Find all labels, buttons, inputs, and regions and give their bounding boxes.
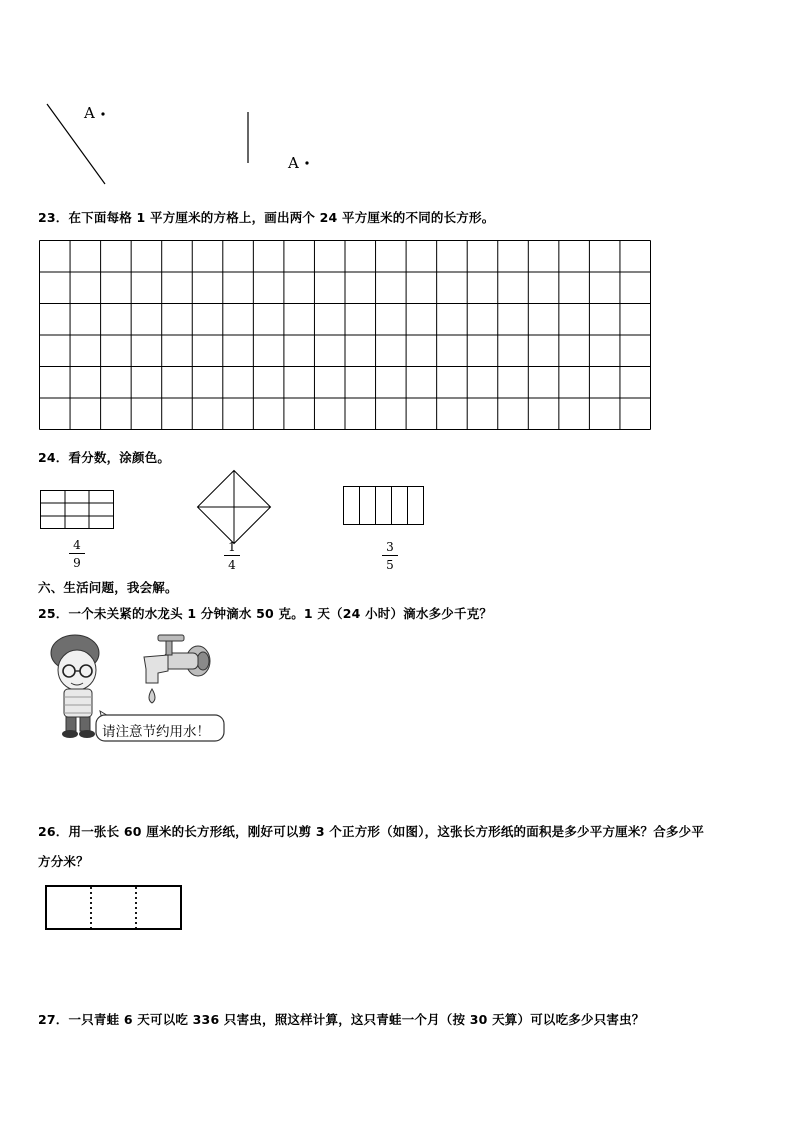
numerator: 1	[228, 540, 236, 554]
paper-rectangle-3-squares	[45, 885, 183, 931]
slanted-line	[47, 104, 105, 184]
line-figure-1	[0, 0, 794, 200]
point-a-dot-2	[305, 161, 308, 164]
point-a-label-2: A	[288, 154, 299, 172]
rectangle-9-parts[interactable]	[40, 490, 114, 530]
fraction-4-9	[62, 538, 92, 570]
question-26-line-2: 方分米？	[38, 854, 89, 869]
fraction-3-5	[375, 540, 405, 572]
numerator: 4	[73, 538, 81, 552]
fraction-1-4	[217, 540, 247, 572]
diamond-4-parts[interactable]	[197, 470, 271, 544]
boy-icon	[51, 635, 99, 738]
question-24: 24．看分数，涂颜色。	[38, 450, 171, 465]
denominator: 5	[386, 558, 394, 572]
denominator: 9	[73, 556, 81, 570]
question-25: 25．一个未关紧的水龙头 1 分钟滴水 50 克。1 天（24 小时）滴水多少千克？	[38, 606, 493, 621]
numerator: 3	[386, 540, 394, 554]
point-a-label-1: A	[84, 104, 95, 122]
section-6-title: 六、生活问题，我会解。	[38, 580, 178, 595]
question-27: 27．一只青蛙 6 天可以吃 336 只害虫，照这样计算，这只青蛙一个月（按 30 天算）可以吃多少只害虫？	[38, 1012, 645, 1027]
point-a-dot-1	[101, 112, 104, 115]
denominator: 4	[228, 558, 236, 572]
speech-bubble-text: 请注意节约用水！	[102, 724, 210, 740]
question-26-line-1: 26．用一张长 60 厘米的长方形纸，刚好可以剪 3 个正方形（如图），这张长方形纸的面积是多少平方厘米？合多少平	[38, 824, 705, 839]
rectangle-5-parts[interactable]	[343, 486, 425, 526]
water-tap-icon	[144, 635, 210, 703]
square-grid[interactable]	[39, 240, 651, 430]
question-23: 23．在下面每格 1 平方厘米的方格上，画出两个 24 平方厘米的不同的长方形。	[38, 210, 495, 225]
